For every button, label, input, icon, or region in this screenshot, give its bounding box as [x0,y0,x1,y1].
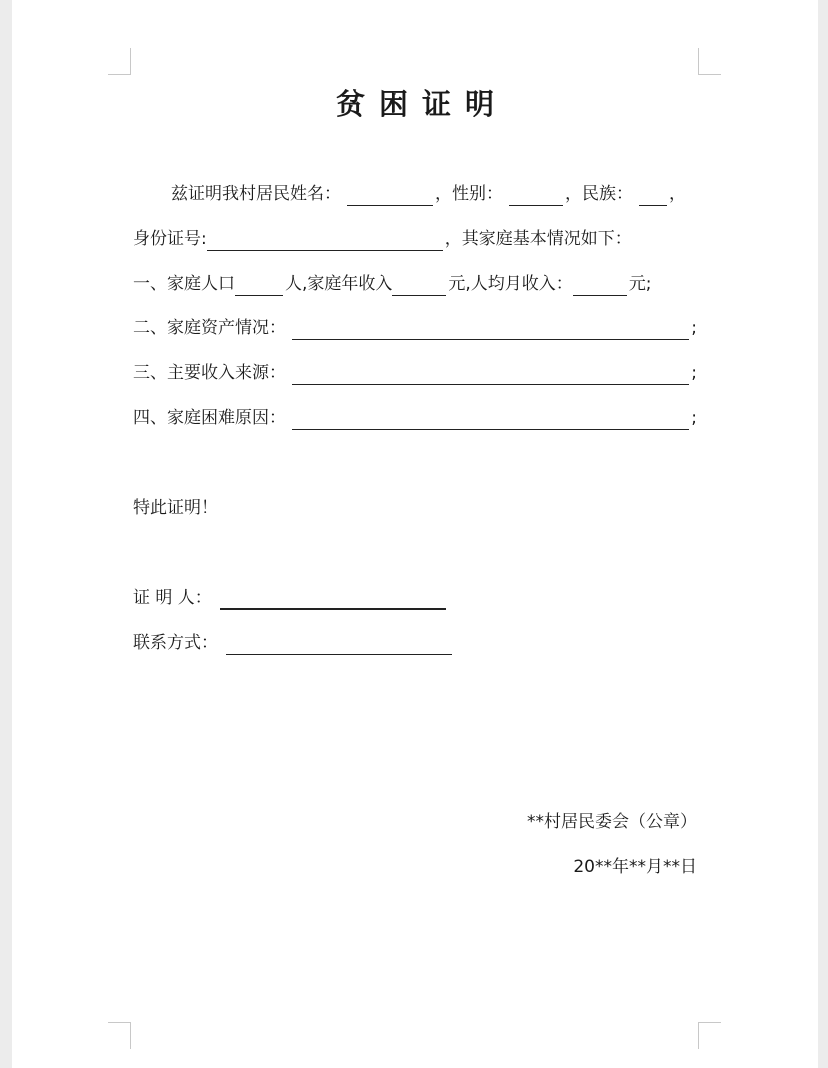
id-number-blank[interactable] [207,234,443,251]
closing-statement [133,496,697,520]
certifier-blank[interactable] [220,592,446,610]
document-page [12,0,818,1068]
annual-income-blank[interactable] [392,279,446,296]
ethnicity-blank[interactable] [639,189,667,206]
contact-blank[interactable] [226,638,452,655]
population-label: 一、家庭人口 [133,274,235,294]
contact-line [133,631,454,655]
household-assets-line [133,316,697,340]
margin-corner-top-left [108,48,131,75]
population-blank[interactable] [235,279,283,296]
line1-end: ， [669,184,686,204]
id-number-line [133,227,697,251]
margin-corner-top-right [698,48,721,75]
id-number-end: ，其家庭基本情况如下： [444,229,632,249]
contact-label: 联系方式： [133,633,218,653]
hardship-reason-label: 四、家庭困难原因： [133,408,286,428]
monthly-income-label: 元,人均月收入： [448,274,573,294]
assets-blank[interactable] [292,323,689,340]
issuer-seal-line: **村居民委会（公章） [527,812,697,832]
name-label: 兹证明我村居民姓名： [171,184,341,204]
assets-label: 二、家庭资产情况： [133,318,286,338]
line5-end: ; [691,363,697,383]
gender-blank[interactable] [509,189,563,206]
gender-label: ，性别： [435,184,503,204]
income-source-line [133,361,697,385]
monthly-income-blank[interactable] [573,279,627,296]
date-line: 20**年**月**日 [573,857,697,877]
certifier-line [133,586,448,610]
annual-income-label: 人,家庭年收入 [285,274,393,294]
certifier-label: 证 明 人： [133,588,212,608]
document-title: 贫困证明 [335,87,508,121]
hardship-reason-blank[interactable] [292,413,689,430]
margin-corner-bottom-right [698,1022,721,1049]
closing-text: 特此证明！ [133,498,218,518]
name-blank[interactable] [347,189,433,206]
line3-end: 元; [628,274,652,294]
hardship-reason-line [133,406,697,430]
margin-corner-bottom-left [108,1022,131,1049]
id-number-label: 身份证号: [133,229,207,249]
income-source-label: 三、主要收入来源： [133,363,286,383]
resident-info-line [171,182,699,206]
household-population-line [133,272,697,296]
ethnicity-label: ，民族： [565,184,633,204]
line4-end: ; [691,318,697,338]
line6-end: ; [691,408,697,428]
income-source-blank[interactable] [292,368,689,385]
